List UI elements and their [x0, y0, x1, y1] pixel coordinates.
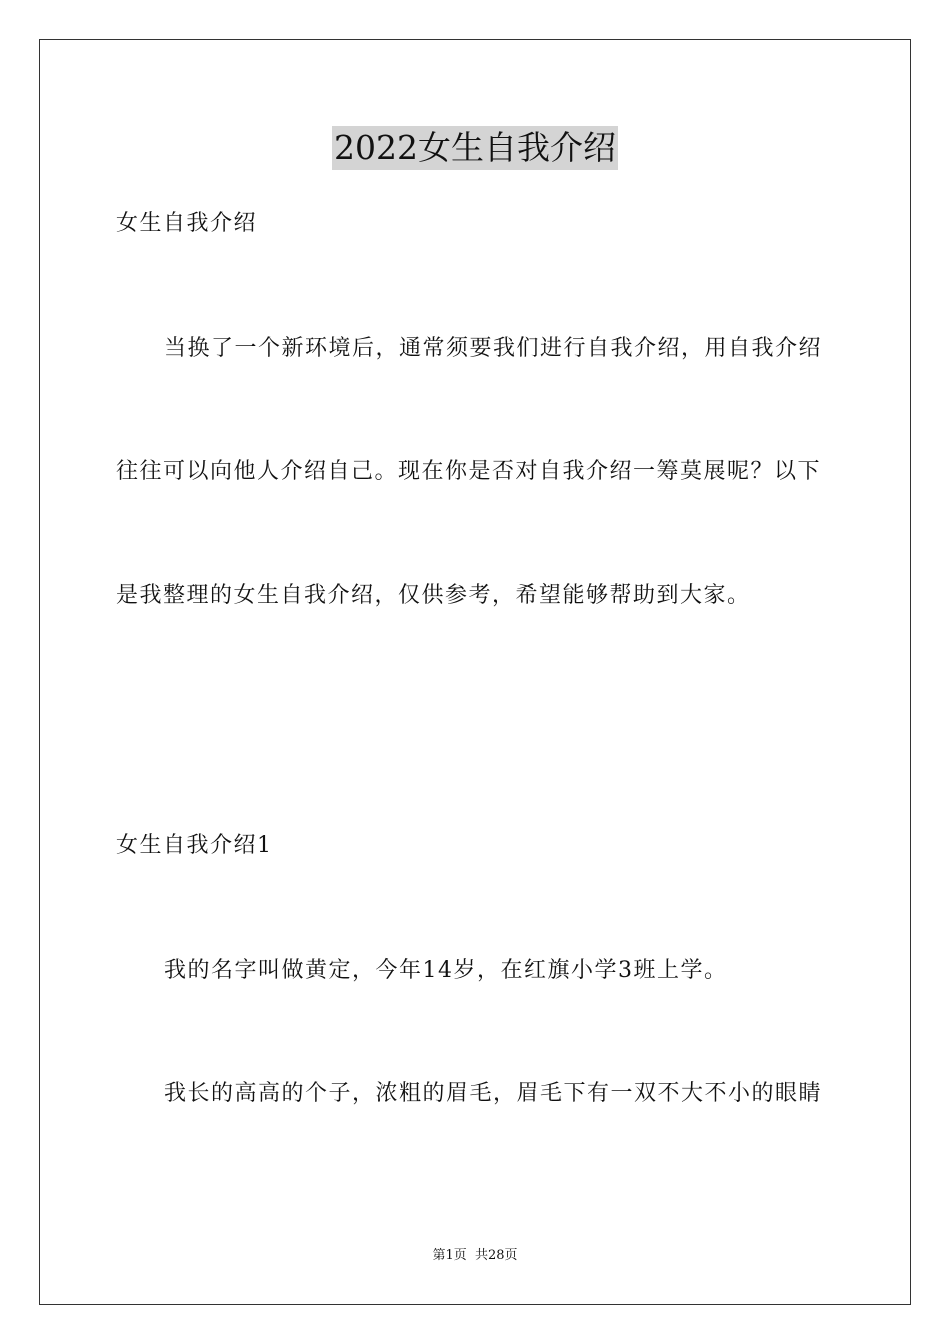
title-container [0, 126, 950, 170]
document-title: 2022女生自我介绍 [332, 126, 618, 170]
section1-line-1: 我的名字叫做黄定，今年14岁，在红旗小学3班上学。 [164, 958, 728, 983]
intro-line-1: 当换了一个新环境后，通常须要我们进行自我介绍，用自我介绍 [164, 336, 823, 361]
section1-line-2: 我长的高高的个子，浓粗的眉毛，眉毛下有一双不大不小的眼睛 [164, 1081, 823, 1106]
intro-line-3: 是我整理的女生自我介绍，仅供参考，希望能够帮助到大家。 [116, 583, 751, 608]
section1-heading: 女生自我介绍1 [116, 833, 273, 858]
page-number: 第1页 [432, 1248, 467, 1263]
heading: 女生自我介绍 [116, 211, 258, 236]
total-pages: 共28页 [474, 1248, 518, 1263]
intro-line-2: 往往可以向他人介绍自己。现在你是否对自我介绍一筹莫展呢？以下 [116, 459, 822, 484]
page-footer [0, 1247, 950, 1265]
